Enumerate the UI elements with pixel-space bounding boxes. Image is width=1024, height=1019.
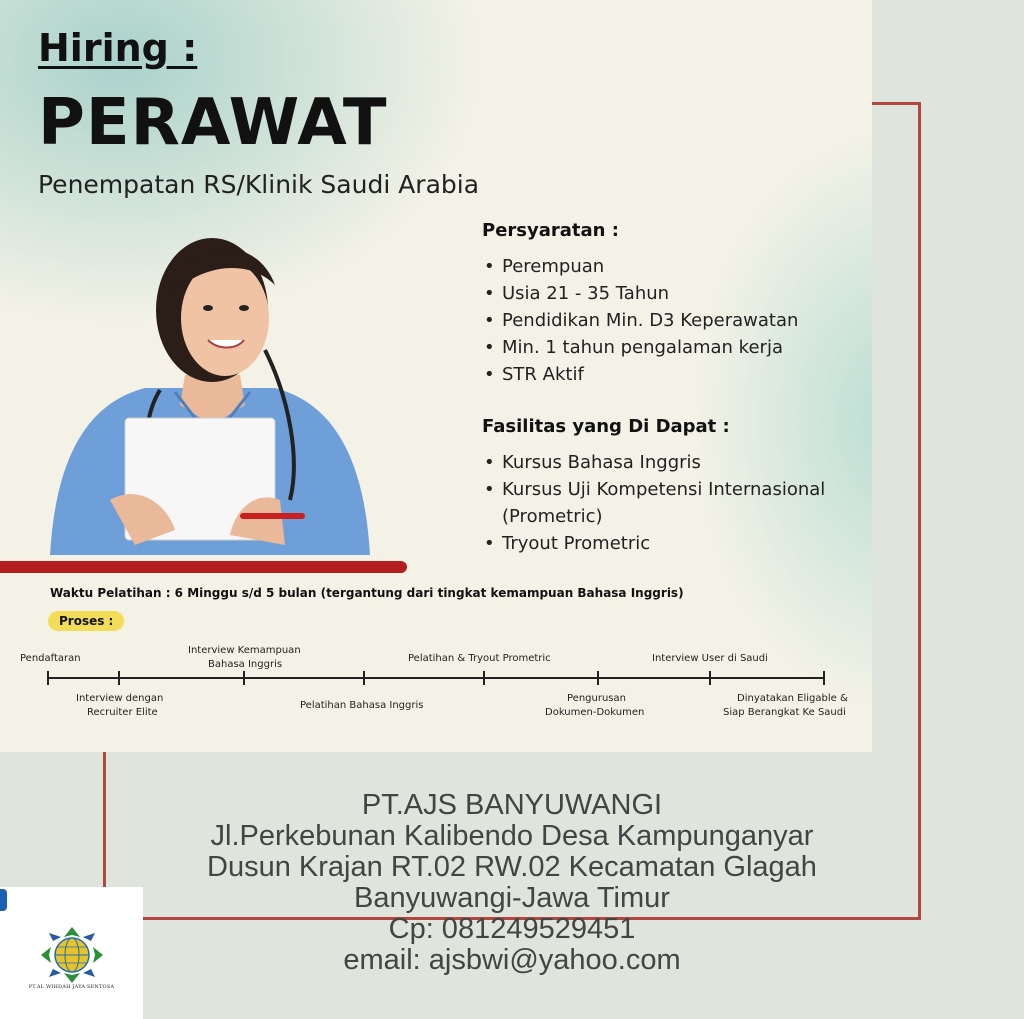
facilities-list [482,449,852,557]
list-item: • Min. 1 tahun pengalaman kerja [482,334,798,361]
process-badge: Proses : [48,611,124,631]
email-address: email: ajsbwi@yahoo.com [343,944,681,976]
facilities-title: Fasilitas yang Di Dapat : [482,416,730,437]
requirements-list [482,253,798,388]
timeline-step-label: Pendaftaran [20,653,81,664]
list-item: • STR Aktif [482,361,798,388]
timeline-step-label: Recruiter Elite [87,707,158,718]
timeline-step-label: Pengurusan [567,693,626,704]
list-item: • Tryout Prometric [482,530,852,557]
timeline-tick [363,671,365,685]
company-name: PT.AJS BANYUWANGI [361,789,663,821]
timeline-step-label: Dokumen-Dokumen [545,707,645,718]
address-line: Dusun Krajan RT.02 RW.02 Kecamatan Glagah [207,851,817,883]
timeline-tick [823,671,825,685]
logo-accent [0,889,7,911]
address-line: Jl.Perkebunan Kalibendo Desa Kampunganyar [210,820,814,852]
timeline-tick [483,671,485,685]
globe-logo-icon [41,927,103,983]
logo-caption: PT.AL WIHDAH JAYA SENTOSA [28,984,115,990]
list-item: • Perempuan [482,253,798,280]
list-item: • Pendidikan Min. D3 Keperawatan [482,307,798,334]
contact-block [140,790,884,976]
timeline-tick [243,671,245,685]
timeline-step-label: Pelatihan & Tryout Prometric [408,653,551,664]
timeline-step-label: Interview dengan [76,693,164,704]
timeline-tick [709,671,711,685]
accent-bar [0,561,407,573]
timeline-step-label: Bahasa Inggris [208,659,283,670]
timeline-tick [597,671,599,685]
timeline-step-label: Siap Berangkat Ke Saudi [723,707,846,718]
list-item: • Kursus Bahasa Inggris [482,449,852,476]
job-title: PERAWAT [38,86,388,160]
placement-subtitle: Penempatan RS/Klinik Saudi Arabia [38,170,480,199]
timeline-step-label: Interview User di Saudi [652,653,768,664]
phone-number: Cp: 081249529451 [388,913,636,945]
list-item: • Usia 21 - 35 Tahun [482,280,798,307]
hiring-label: Hiring : [38,26,198,70]
company-logo [0,887,143,1019]
requirements-title: Persyaratan : [482,220,619,241]
timeline-step-label: Dinyatakan Eligable & [737,693,848,704]
list-item: • Kursus Uji Kompetensi Internasional (Prometric) [482,476,852,530]
timeline-tick [118,671,120,685]
timeline-step-label: Pelatihan Bahasa Inggris [300,700,424,711]
nurse-illustration [40,200,380,565]
address-line: Banyuwangi-Jawa Timur [354,882,670,914]
training-duration: Waktu Pelatihan : 6 Minggu s/d 5 bulan (tergantung dari tingkat kemampuan Bahasa Inggris) [50,586,684,600]
timeline-tick [47,671,49,685]
timeline-step-label: Interview Kemampuan [188,645,301,656]
